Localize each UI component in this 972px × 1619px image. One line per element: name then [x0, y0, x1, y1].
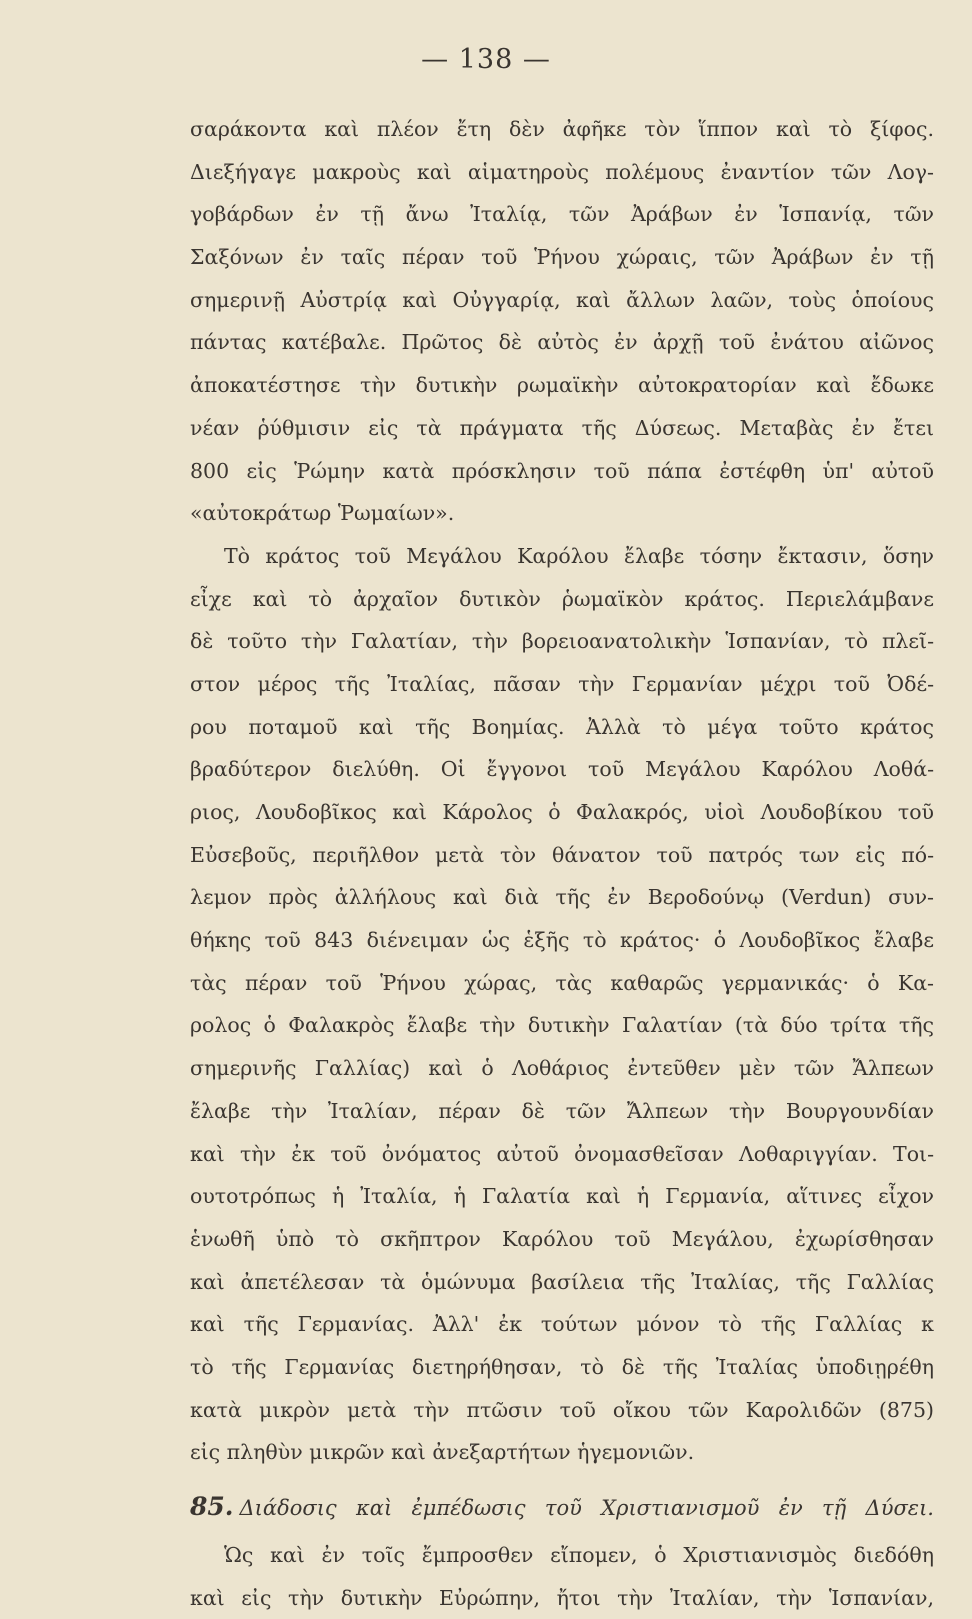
text-body [190, 108, 934, 1619]
text-line: Τὸ κράτος τοῦ Μεγάλου Καρόλου ἔλαβε τόσην ἔκτασιν, ὅσην [224, 543, 934, 568]
text-line: Διεξήγαγε μακροὺς καὶ αἱματηροὺς πολέμους ἐναντίον τῶν Λογ- [190, 159, 934, 184]
text-line: καὶ τῆς Γερμανίας. Ἀλλ' ἐκ τούτων μόνον τὸ τῆς Γαλλίας κ [190, 1312, 934, 1337]
text-line: γοβάρδων ἐν τῇ ἄνω Ἰταλίᾳ, τῶν Ἀράβων ἐν Ἱσπανίᾳ, τῶν [190, 202, 934, 227]
text-line: εἰς πληθὺν μικρῶν καὶ ἀνεξαρτήτων ἡγεμονιῶν. [190, 1440, 695, 1465]
text-line: ἀποκατέστησε τὴν δυτικὴν ρωμαϊκὴν αὐτοκρατορίαν καὶ ἔδωκε [190, 373, 934, 398]
text-line: σαράκοντα καὶ πλέον ἔτη δὲν ἀφῆκε τὸν ἵππον καὶ τὸ ξίφος. [190, 117, 934, 141]
text-line: καὶ τὴν ἐκ τοῦ ὀνόματος αὐτοῦ ὀνομασθεῖσαν Λοθαριγγίαν. Τοι- [190, 1141, 934, 1166]
text-line: νέαν ῥύθμισιν εἰς τὰ πράγματα τῆς Δύσεως. Μεταβὰς ἐν ἔτει [190, 415, 934, 440]
text-line: ἔλαβε τὴν Ἰταλίαν, πέραν δὲ τῶν Ἄλπεων τὴν Βουργουνδίαν [190, 1098, 934, 1123]
text-line: «αὐτοκράτωρ Ῥωμαίων». [190, 501, 455, 526]
text-line: Ὡς καὶ ἐν τοῖς ἔμπροσθεν εἴπομεν, ὁ Χριστιανισμὸς διεδόθη [224, 1543, 934, 1567]
paragraph [190, 108, 934, 535]
text-line: δὲ τοῦτο τὴν Γαλατίαν, τὴν βορειοανατολικὴν Ἱσπανίαν, τὸ πλεῖ- [190, 629, 934, 654]
text-line: ἑνωθῆ ὑπὸ τὸ σκῆπτρον Καρόλου τοῦ Μεγάλου, ἐχωρίσθησαν [190, 1226, 934, 1251]
page-number: — 138 — [421, 44, 551, 75]
text-line: τὰς πέραν τοῦ Ῥήνου χώρας, τὰς καθαρῶς γερμανικάς· ὁ Κα- [190, 970, 934, 995]
text-line: σημερινῆς Γαλλίας) καὶ ὁ Λοθάριος ἐντεῦθεν μὲν τῶν Ἄλπεων [190, 1056, 934, 1081]
text-line: πάντας κατέβαλε. Πρῶτος δὲ αὐτὸς ἐν ἀρχῇ τοῦ ἐνάτου αἰῶνος [190, 330, 934, 355]
text-line: στον μέρος τῆς Ἰταλίας, πᾶσαν τὴν Γερμανίαν μέχρι τοῦ Ὀδέ- [190, 671, 934, 696]
text-line: θήκης τοῦ 843 διένειμαν ὡς ἑξῆς τὸ κράτος· ὁ Λουδοβῖκος ἔλαβε [190, 928, 934, 953]
paragraph [190, 1534, 934, 1619]
text-line: σημερινῇ Αὐστρίᾳ καὶ Οὐγγαρίᾳ, καὶ ἄλλων λαῶν, τοὺς ὁποίους [190, 287, 934, 312]
text-line: ουτοτρόπως ἡ Ἰταλία, ἡ Γαλατία καὶ ἡ Γερμανία, αἵτινες εἶχον [190, 1184, 934, 1209]
section-heading [190, 1480, 934, 1534]
text-line: ρολος ὁ Φαλακρὸς ἔλαβε τὴν δυτικὴν Γαλατίαν (τὰ δύο τρίτα τῆς [190, 1013, 934, 1038]
paragraph [190, 535, 934, 1474]
section-number: 85. [190, 1492, 234, 1521]
text-line: ρου ποταμοῦ καὶ τῆς Βοημίας. Ἀλλὰ τὸ μέγα τοῦτο κράτος [190, 714, 934, 739]
text-line: κατὰ μικρὸν μετὰ τὴν πτῶσιν τοῦ οἴκου τῶν Καρολιδῶν (875) [190, 1397, 934, 1422]
text-line: καὶ εἰς τὴν δυτικὴν Εὐρώπην, ἤτοι τὴν Ἰταλίαν, τὴν Ἱσπανίαν, [190, 1585, 934, 1610]
section-title: Διάδοσις καὶ ἐμπέδωσις τοῦ Χριστιανισμοῦ ἐν τῇ Δύσει. [239, 1496, 934, 1520]
text-line: Σαξόνων ἐν ταῖς πέραν τοῦ Ῥήνου χώραις, τῶν Ἀράβων ἐν τῇ [190, 245, 934, 270]
text-line: καὶ ἀπετέλεσαν τὰ ὁμώνυμα βασίλεια τῆς Ἰταλίας, τῆς Γαλλίας [190, 1269, 934, 1294]
text-line: ριος, Λουδοβῖκος καὶ Κάρολος ὁ Φαλακρός, υἱοὶ Λουδοβίκου τοῦ [190, 800, 934, 824]
text-line: 800 εἰς Ῥώμην κατὰ πρόσκλησιν τοῦ πάπα ἐστέφθη ὑπ' αὐτοῦ [190, 458, 934, 483]
text-line: εἶχε καὶ τὸ ἀρχαῖον δυτικὸν ῥωμαϊκὸν κράτος. Περιελάμβανε [190, 586, 934, 611]
text-line: βραδύτερον διελύθη. Οἱ ἔγγονοι τοῦ Μεγάλου Καρόλου Λοθά- [190, 757, 934, 782]
text-line: λεμον πρὸς ἀλλήλους καὶ διὰ τῆς ἐν Βεροδούνῳ (Verdun) συν- [190, 885, 934, 910]
text-line: τὸ τῆς Γερμανίας διετηρήθησαν, τὸ δὲ τῆς Ἰταλίας ὑποδιῃρέθη [190, 1354, 934, 1379]
text-line: Εὐσεβοῦς, περιῆλθον μετὰ τὸν θάνατον τοῦ πατρός των εἰς πό- [190, 842, 934, 867]
